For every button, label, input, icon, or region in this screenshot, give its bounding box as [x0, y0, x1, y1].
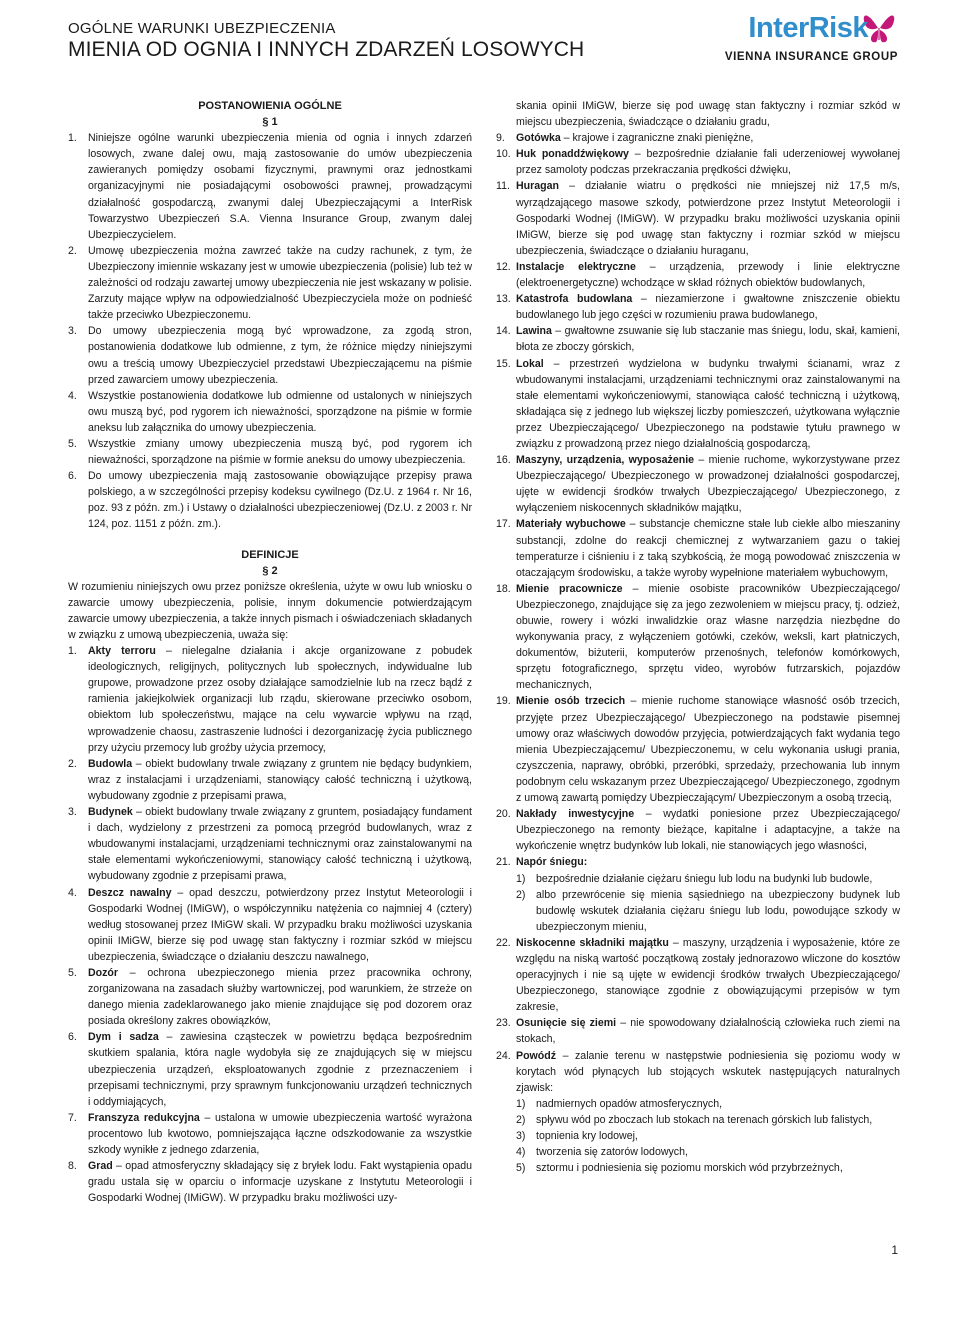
right-column — [496, 98, 900, 1176]
item-text: – przestrzeń wydzielona w budynku trwałymi ścianami, wraz z wbudowanymi instalacjami, urządzeniami technicznymi oraz zainstalowanymi na stałe elementami wykończeniowymi, stanowiąca całość techniczną i użytkową, składająca się z jednego lub większej liczby pomieszczeń, użytkowana wyłącznie przez Ubezpieczającego/ Ubezpieczonego na podstawie tytułu prawnego w związku z prowadzoną przez niego działalnością gospodarczą, — [516, 357, 900, 450]
item-text: tworzenia się zatorów lodowych, — [536, 1146, 688, 1159]
definition-item — [68, 1029, 472, 1109]
continued-text: skania opinii IMiGW, bierze się pod uwagę stan faktyczny i rozmiar szkód w miejscu ubezpieczenia, świadczące o działaniu gradu, — [516, 100, 900, 129]
item-number: 22. — [496, 936, 511, 949]
item-text: – ustalona w umowie ubezpieczenia wartość wyrażona procentowo lub kwotowo, pomniejszająca łączne odszkodowanie za wszystkie szkody wynikłe z jednego zdarzenia, — [88, 1111, 472, 1156]
definition-item — [496, 452, 900, 516]
item-number: 5. — [68, 437, 77, 450]
provision-item — [68, 468, 472, 532]
item-text: – wydatki poniesione przez Ubezpieczającego/ Ubezpieczonego na remonty bieżące, kapitalne i adaptacyjne, a także na wykończenie wnętrz budynków lub lokali, nie stanowiących jego własności, — [516, 808, 900, 853]
general-provisions-list — [68, 130, 472, 532]
item-number: 6. — [68, 470, 77, 483]
definition-item — [68, 1110, 472, 1158]
item-text: Umowę ubezpieczenia można zawrzeć także na cudzy rachunek, z tym, że Ubezpieczony imiennie wskazany jest w umowie ubezpieczenia (polisie) lub też w zależności od rodzaju zawartej umowy ubezpieczenia nie jest wskazany w polisie. Zarzuty mające wpływ na odpowiedzialność Ubezpieczyciela może on podnieść także przeciwko Ubezpieczonemu. — [88, 244, 472, 322]
defined-term: Huragan — [516, 180, 559, 193]
item-number: 13. — [496, 293, 511, 306]
definition-item — [68, 756, 472, 804]
item-text: – obiekt budowlany trwale związany z gruntem, posiadający fundament i dach, wydzielony z przestrzeni za pomocą przegród budowlanych, wraz z wbudowanymi instalacjami, urządzeniami technicznymi oraz zainstalowanymi na stałe elementami wykończeniowymi, stanowiący całość techniczną i użytkową, wybudowany zgodnie z przepisami prawa, — [88, 806, 472, 883]
provision-item — [68, 388, 472, 436]
item-number: 2) — [516, 888, 526, 901]
logo-subtitle: VIENNA INSURANCE GROUP — [724, 51, 898, 63]
item-number: 11. — [496, 180, 510, 193]
definition-item — [68, 1158, 472, 1206]
item-text: Wszystkie postanowienia dodatkowe lub odmienne od ustalonych w niniejszych owu muszą być, pod rygorem ich nieważności, sporządzone na piśmie w formie aneksu lub załącznika do umowy ubezpieczenia. — [88, 389, 472, 434]
item-number: 8. — [68, 1160, 77, 1173]
item-text: – obiekt budowlany trwale związany z gruntem nie będący budynkiem, wraz z instalacjami i urządzeniami, stanowiący całość techniczną i użytkową, wybudowany zgodnie z przepisami prawa, — [88, 757, 472, 802]
item-text: – nielegalne działania i akcje organizowane z pobudek ideologicznych, religijnych, politycznych lub społecznych, indywidualne lub grupowe, prowadzone przez osoby działające samodzielnie lub na rzecz bądź z ramienia jakiejkolwiek organizacji lub rządu, skierowane przeciwko osobom, obiektom lub społeczeństwu, mające na celu wywarcie wpływu na rząd, wprowadzenie chaosu, zastraszenie ludności i dezorganizację życia publicznego przy użyciu przemocy lub groźby użycia przemocy, — [88, 645, 472, 754]
sub-item — [496, 1112, 900, 1128]
item-number: 17. — [496, 518, 511, 531]
defined-term: Akty terroru — [88, 645, 156, 658]
defined-term: Napór śniegu: — [516, 856, 588, 869]
item-number: 2. — [68, 244, 77, 257]
defined-term: Franszyza redukcyjna — [88, 1111, 200, 1124]
defined-term: Dym i sadza — [88, 1031, 159, 1044]
defined-term: Deszcz nawalny — [88, 886, 172, 899]
sub-item — [496, 1128, 900, 1144]
defined-term: Nakłady inwestycyjne — [516, 808, 635, 821]
item-text: Do umowy ubezpieczenia mają zastosowanie obowiązujące przepisy prawa polskiego, a w szczególności przepisy kodeksu cywilnego (Dz.U. z 1964 r. Nr 16, poz. 93 z późn. zm.) i Ustawy o działalności ubezpieczeniowej (Dz.U. z 2003 r. Nr 124, poz. 1151 z późn. zm.). — [88, 470, 472, 531]
item-text: Wszystkie zmiany umowy ubezpieczenia muszą być, pod rygorem ich nieważności, sporządzone na piśmie w formie aneksu do umowy ubezpieczenia. — [88, 437, 472, 467]
item-number: 14. — [496, 325, 511, 338]
item-text: – substancje chemiczne stałe lub ciekłe albo mieszaniny substancji, zdolne do reakcji chemicznej z wytwarzaniem gazu o takiej temperaturze i ciśnieniu i z taką szybkością, że mogą powodować zniszczenia w otaczającym środowisku, a także wyroby wypełnione materiałem wybuchowym, — [516, 518, 900, 579]
document-header — [68, 20, 584, 62]
item-text: Niniejsze ogólne warunki ubezpieczenia mienia od ognia i innych zdarzeń losowych, zwane dalej owu, mają zastosowanie do umów ubezpieczenia zawieranych pomiędzy osobami fizycznymi, prawnymi oraz jednostkami organizacyjnymi nie posiadającymi osobowości prawnej, prowadzącymi działalność gospodarczą, zwanymi dalej Ubezpieczającymi a InterRisk Towarzystwo Ubezpieczeń S.A. Vienna Insurance Group, zwanym dalej Ubezpieczycielem. — [88, 132, 472, 241]
definition-item — [68, 965, 472, 1029]
definitions-intro: W rozumieniu niniejszych owu przez poniższe określenia, użyte w owu lub wniosku o zawarcie umowy ubezpieczenia, polisie, innym dokumencie potwierdzającym zawarcie umowy ubezpieczenia, a także innych pismach i oświadczeniach składanych w związku z umową ubezpieczenia, uważa się: — [68, 580, 472, 641]
item-text: – opad atmosferyczny składający się z bryłek lodu. Fakt wystąpienia opadu gradu ustala się w oparciu o informacje uzyskane z Instytutu Meteorologii i Gospodarki Wodnej (IMiGW). W przypadku braku możliwości uzy- — [88, 1160, 472, 1205]
section-heading-definitions: DEFINICJE — [241, 548, 299, 561]
defined-term: Budowla — [88, 757, 133, 770]
item-text: – urządzenia, przewody i linie elektryczne (elektroenergetyczne) wchodzące w skład różnych obiektów budowlanych, — [516, 260, 900, 290]
item-number: 6. — [68, 1031, 77, 1044]
defined-term: Budynek — [88, 806, 133, 819]
item-number: 18. — [496, 582, 511, 595]
item-text: – niezamierzone i gwałtowne zniszczenie obiektu budowlanego lub jego części w rozumieniu prawa budowlanego, — [516, 293, 900, 322]
item-number: 3. — [68, 325, 77, 338]
definitions-list-right-2 — [496, 935, 900, 1096]
defined-term: Mienie pracownicze — [516, 582, 623, 595]
item-text: – gwałtowne zsuwanie się lub staczanie mas śniegu, lodu, skał, kamieni, błota ze zboczy górskich, — [516, 325, 900, 354]
item-number: 3) — [516, 1130, 526, 1142]
item-number: 19. — [496, 695, 511, 708]
definition-item — [496, 130, 900, 146]
item-text: – maszyny, urządzenia i wyposażenie, które ze względu na niską wartość początkową zostały jednorazowo wliczone do kosztów operacyjnych i nie są ujęte w ewidencji środków trwałych Ubezpieczającego/ Ubezpieczonego, stanowiące zgodnie z obowiązującymi przepisów w tym zakresie, — [516, 936, 900, 1014]
sub-item — [496, 1160, 900, 1176]
definitions-list-left — [68, 643, 472, 1206]
definition-item — [496, 854, 900, 870]
item-number: 5) — [516, 1162, 526, 1175]
defined-term: Materiały wybuchowe — [516, 518, 626, 531]
title-line-2: MIENIA OD OGNIA I INNYCH ZDARZEŃ LOSOWYCH — [68, 38, 585, 61]
continued-definition — [496, 98, 900, 130]
definition-item — [496, 693, 900, 806]
item-text: – bezpośrednie działanie fali uderzeniowej wywołanej przez samoloty podczas przekraczania prędkości dźwięku, — [516, 148, 900, 177]
item-number: 1) — [516, 872, 526, 885]
item-number: 5. — [68, 966, 77, 979]
sub-item — [496, 887, 900, 935]
item-text: sztormu i podniesienia się poziomu morskich wód przybrzeżnych, — [536, 1162, 843, 1175]
definition-item — [496, 516, 900, 580]
defined-term: Lokal — [516, 357, 544, 370]
item-number: 4. — [68, 886, 77, 899]
item-text: – mienie ruchome, wykorzystywane przez Ubezpieczającego/ Ubezpieczonego w prowadzonej działalności gospodarczej, ujęte w ewidencji środków trwałych Ubezpieczającego/ Ubezpieczonego, z wyłączeniem niskocennych składników majątku, — [516, 454, 900, 515]
definition-item — [68, 885, 472, 965]
item-number: 12. — [496, 260, 511, 273]
item-text: albo przewrócenie się mienia sąsiedniego na ubezpieczony budynek lub budowlę wskutek działania ciężaru śniegu lub lodu, powodujące szkody w ubezpieczonym mieniu, — [536, 888, 900, 933]
item-number: 7. — [68, 1111, 77, 1124]
sub-item — [496, 871, 900, 887]
definition-item — [496, 935, 900, 1015]
provision-item — [68, 436, 472, 468]
item-text: – mienie osobiste pracowników Ubezpieczającego/ Ubezpieczonego, znajdujące się za jego zezwoleniem w miejscu pracy, tj. odzież, obuwie, rowery i wózki inwalidzkie oraz własne narzędzia niezbędne do wykonywania pracy, z wyłączeniem gotówki, czeków, weksli, kart płatniczych, dokumentów, biżuterii, komputerów przenośnych, telefonów komórkowych, sprzętu fotograficznego, sprzętu video, wyrobów futrzarskich, pojazdów mechanicznych, — [516, 582, 900, 692]
section-heading-general: POSTANOWIENIA OGÓLNE — [198, 100, 342, 112]
definition-item — [496, 259, 900, 291]
item-text: – zawiesina cząsteczek w powietrzu będąca bezpośrednim skutkiem spalania, która nagle wydobyła się ze znajdujących się w miejscu ubezpieczenia urządzeń, eksploatowanych zgodnie z przeznaczeniem i przepisami technicznymi, przy sprawnym funkcjonowaniu urządzeń technicznych i oddymiających, — [88, 1031, 472, 1108]
page-number: 1 — [891, 1243, 898, 1257]
defined-term: Katastrofa budowlana — [516, 293, 633, 306]
item-number: 15. — [496, 357, 511, 370]
definition-item — [496, 806, 900, 854]
item-number: 20. — [496, 808, 511, 821]
item-number: 1. — [68, 132, 77, 145]
definitions-list-right — [496, 130, 900, 870]
item-text: spływu wód po zboczach lub stokach na terenach górskich lub falistych, — [536, 1113, 873, 1126]
item-number: 2) — [516, 1113, 526, 1126]
item-number: 1) — [516, 1097, 526, 1110]
provision-item — [68, 243, 472, 323]
item-number: 24. — [496, 1049, 511, 1062]
definition-item — [496, 178, 900, 258]
definition-item — [496, 1048, 900, 1096]
definition-item — [496, 581, 900, 694]
defined-term: Powódź — [516, 1049, 557, 1062]
definition-21-sublist — [496, 871, 900, 935]
definition-item — [496, 291, 900, 323]
item-number: 21. — [496, 856, 511, 869]
paragraph-sign-2: § 2 — [262, 564, 278, 577]
defined-term: Grad — [88, 1160, 113, 1173]
item-number: 4) — [516, 1146, 526, 1159]
defined-term: Osunięcie się ziemi — [516, 1017, 617, 1030]
item-text: Do umowy ubezpieczenia mogą być wprowadzone, za zgodą stron, postanowienia dodatkowe lub odmienne, z tym, że różnice między niniejszymi owu a treścią umowy Ubezpieczyciel przedstawi Ubezpieczającemu na piśmie przed zawarciem umowy ubezpieczenia. — [88, 325, 472, 386]
item-number: 16. — [496, 454, 511, 467]
item-number: 23. — [496, 1017, 511, 1030]
defined-term: Lawina — [516, 325, 552, 338]
definition-item — [68, 643, 472, 756]
item-text: – zalanie terenu w następstwie podniesienia się poziomu wody w korytach wód płynących lub stojących wskutek następujących naturalnych zjawisk: — [516, 1049, 900, 1094]
defined-term: Gotówka — [516, 132, 561, 145]
item-text: – ochrona ubezpieczonego mienia przez pracownika ochrony, zorganizowana na zasadach służby wartowniczej, pod warunkiem, że strzeże on danego mienia zadeklarowanego jako mienie znajdujące się pod dozorem oraz posiada określony zakres obowiązków, — [88, 966, 472, 1028]
defined-term: Mienie osób trzecich — [516, 695, 626, 708]
definition-item — [496, 1015, 900, 1047]
defined-term: Maszyny, urządzenia, wyposażenie — [516, 454, 695, 467]
item-number: 2. — [68, 757, 77, 770]
item-number: 3. — [68, 806, 77, 819]
item-text: – opad deszczu, potwierdzony przez Instytut Meteorologii i Gospodarki Wodnej (IMiGW), o współczynniku natężenia co najmniej 4 (cztery) według stosowanej przez IMiGW skali. W przypadku braku możliwości uzyskania opinii IMiGW, bierze się pod uwagę stan faktyczny i rozmiar szkód w miejscu ubezpieczenia, świadczące o działaniu deszczu nawalnego, — [88, 886, 472, 963]
item-text: – mienie ruchome stanowiące własność osób trzecich, przyjęte przez Ubezpieczającego/ Ubezpieczonego na podstawie pisemnej umowy oraz właściwych dowodów przyjęcia, potwierdzających fakt wydania tego mienia Ubezpieczającemu/ Ubezpieczonemu, w celu wykonania usługi prania, czyszczenia, naprawy, obróbki, przeróbki, sprzedaży, przechowania lub innym podobnym celu wskazanym przez Ubezpieczającego/ Ubezpieczonego, zgodnym z umową zawartą pomiędzy Ubezpieczającym/ Ubezpieczonym a osobą trzecią, — [516, 695, 900, 805]
item-number: 9. — [496, 132, 505, 145]
defined-term: Dozór — [88, 966, 119, 979]
definition-item — [496, 146, 900, 178]
paragraph-sign-1: § 1 — [262, 116, 278, 129]
item-number: 4. — [68, 389, 77, 402]
sub-item — [496, 1096, 900, 1112]
left-column — [68, 98, 472, 1206]
item-text: – działanie wiatru o prędkości nie mniejszej niż 17,5 m/s, wyrządzającego masowe szkody, potwierdzone przez Instytut Meteorologii i Gospodarki Wodnej (IMiGW). W przypadku braku możliwości uzyskania opinii IMiGW, bierze się pod uwagę stan faktyczny i rozmiar szkód w miejscu ubezpieczenia, świadczące o działaniu huraganu, — [516, 180, 900, 257]
defined-term: Instalacje elektryczne — [516, 260, 636, 273]
title-line-1: OGÓLNE WARUNKI UBEZPIECZENIA — [68, 20, 336, 37]
definition-item — [496, 323, 900, 355]
defined-term: Niskocenne składniki majątku — [516, 936, 669, 949]
definition-item — [496, 356, 900, 453]
provision-item — [68, 323, 472, 387]
item-text: – nie spowodowany działalnością człowieka ruch ziemi na stokach, — [516, 1017, 901, 1046]
item-text: bezpośrednie działanie ciężaru śniegu lub lodu na budynki lub budowle, — [536, 872, 873, 885]
definition-item — [68, 804, 472, 884]
logo-wordmark: InterRisk — [748, 12, 868, 44]
sub-item — [496, 1144, 900, 1160]
item-text: nadmiernych opadów atmosferycznych, — [536, 1097, 723, 1110]
item-text: – krajowe i zagraniczne znaki pieniężne, — [560, 132, 754, 145]
item-text: topnienia kry lodowej, — [536, 1130, 638, 1142]
item-number: 10. — [496, 148, 511, 161]
item-number: 1. — [68, 645, 77, 658]
provision-item — [68, 130, 472, 243]
definition-24-sublist — [496, 1096, 900, 1176]
defined-term: Huk ponaddźwiękowy — [516, 148, 629, 161]
